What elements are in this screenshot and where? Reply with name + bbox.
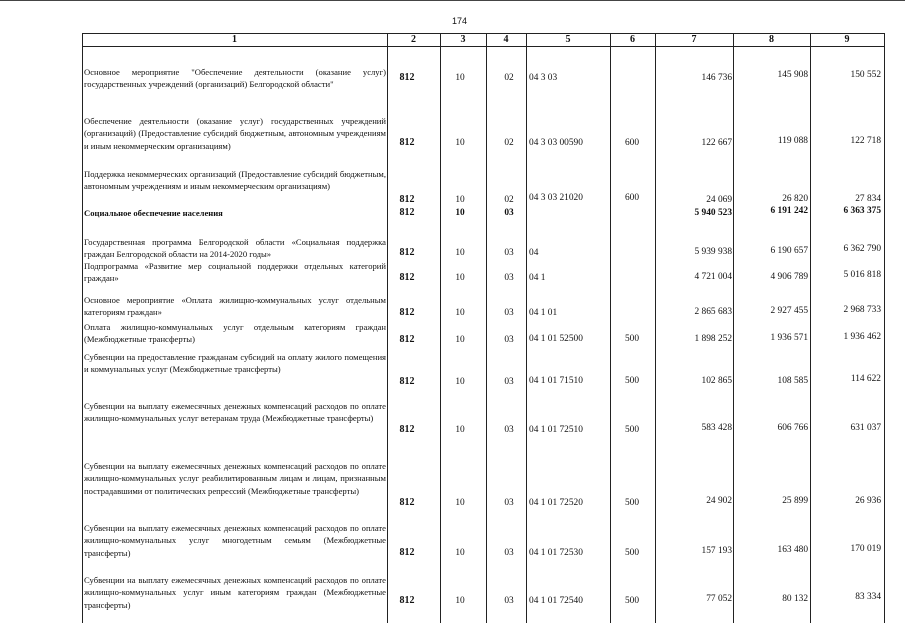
cell-expense-type: 600 (624, 138, 640, 148)
cell-amount-9: 631 037 (850, 423, 881, 433)
header-col-9: 9 (844, 34, 850, 45)
cell-amount-9: 1 936 462 (843, 332, 881, 342)
cell-amount-9: 150 552 (850, 70, 881, 80)
cell-amount-8: 145 908 (777, 70, 808, 80)
cell-section: 10 (455, 208, 465, 218)
cell-subsection: 03 (504, 498, 514, 508)
cell-subsection: 03 (504, 208, 514, 218)
cell-amount-9: 5 016 818 (843, 270, 881, 280)
cell-amount-7: 157 193 (701, 546, 732, 556)
cell-code: 812 (399, 247, 415, 258)
cell-subsection: 02 (504, 138, 514, 148)
row-description: Субвенции на выплату ежемесячных денежных компенсаций расходов по оплате жилищно-коммунальных услуг реабилитированным лицам и лицам, признанным пострадавшими от политических репрессий (Межбюджетные трансферты) (84, 461, 386, 496)
top-rule (0, 0, 905, 1)
cell-amount-8: 606 766 (777, 423, 808, 433)
cell-amount-7: 122 667 (701, 138, 732, 148)
page-number: 174 (452, 16, 468, 26)
cell-amount-8: 80 132 (782, 594, 808, 604)
cell-amount-7: 1 898 252 (694, 334, 732, 344)
cell-section: 10 (455, 498, 465, 508)
column-rule (486, 33, 487, 623)
cell-section: 10 (455, 195, 465, 205)
header-col-1: 1 (232, 34, 237, 45)
row-description: Субвенции на выплату ежемесячных денежных компенсаций расходов по оплате жилищно-коммунальных услуг иным категориям граждан (Межбюджетные трансферты) (84, 575, 386, 610)
cell-section: 10 (455, 425, 465, 435)
column-rule (526, 33, 527, 623)
header-col-7: 7 (691, 34, 697, 45)
cell-amount-9: 122 718 (850, 136, 881, 146)
row-description: Субвенции на выплату ежемесячных денежных компенсаций расходов по оплате жилищно-коммунальных услуг многодетным семьям (Межбюджетные трансферты) (84, 523, 386, 558)
cell-section: 10 (455, 596, 465, 606)
cell-amount-8: 119 088 (777, 136, 808, 146)
cell-target: 04 3 03 (529, 73, 558, 83)
row-description: Обеспечение деятельности (оказание услуг) государственных учреждений (организаций) (Предоставление субсидий бюджетным, автономным учреждениям и иным некоммерческим организациям) (84, 116, 386, 151)
cell-section: 10 (455, 548, 465, 558)
cell-section: 10 (455, 273, 465, 283)
cell-amount-7: 5 939 938 (694, 247, 732, 257)
cell-amount-8: 6 190 657 (770, 246, 808, 256)
cell-subsection: 02 (504, 195, 514, 205)
cell-amount-8: 25 899 (782, 496, 808, 506)
cell-amount-9: 6 362 790 (843, 244, 881, 254)
cell-target: 04 3 03 00590 (529, 138, 583, 148)
cell-code: 812 (399, 207, 415, 218)
cell-section: 10 (455, 73, 465, 83)
cell-target: 04 1 01 72540 (529, 596, 583, 606)
cell-target: 04 1 (529, 273, 546, 283)
cell-subsection: 03 (504, 308, 514, 318)
column-rule (884, 33, 885, 623)
cell-section: 10 (455, 248, 465, 258)
cell-code: 812 (399, 194, 415, 205)
cell-amount-9: 6 363 375 (843, 206, 881, 216)
cell-subsection: 02 (504, 73, 514, 83)
cell-target: 04 3 03 21020 (529, 193, 583, 203)
row-description: Социальное обеспечение населения (84, 208, 223, 218)
header-col-2: 2 (411, 34, 416, 45)
cell-subsection: 03 (504, 548, 514, 558)
cell-target: 04 1 01 72530 (529, 548, 583, 558)
cell-code: 812 (399, 72, 415, 83)
cell-amount-7: 146 736 (701, 73, 732, 83)
cell-amount-7: 5 940 523 (694, 208, 732, 218)
cell-amount-7: 102 865 (701, 376, 732, 386)
cell-target: 04 (529, 248, 539, 258)
cell-code: 812 (399, 334, 415, 345)
column-rule (82, 33, 83, 623)
cell-amount-7: 2 865 683 (694, 307, 732, 317)
cell-amount-9: 2 968 733 (843, 305, 881, 315)
row-description: Оплата жилищно-коммунальных услуг отдельным категориям граждан (Межбюджетные трансферты) (84, 322, 386, 345)
cell-amount-8: 1 936 571 (770, 333, 808, 343)
cell-amount-8: 26 820 (782, 194, 808, 204)
cell-amount-7: 77 052 (706, 594, 732, 604)
header-col-3: 3 (460, 34, 466, 45)
cell-amount-8: 108 585 (777, 376, 808, 386)
column-rule (440, 33, 441, 623)
column-rule (733, 33, 734, 623)
cell-amount-7: 4 721 004 (694, 272, 732, 282)
cell-amount-8: 163 480 (777, 545, 808, 555)
cell-amount-9: 27 834 (855, 194, 881, 204)
cell-code: 812 (399, 376, 415, 387)
cell-amount-8: 2 927 455 (770, 306, 808, 316)
cell-expense-type: 500 (624, 425, 640, 435)
cell-target: 04 1 01 (529, 308, 558, 318)
row-description: Субвенции на выплату ежемесячных денежных компенсаций расходов по оплате жилищно-коммунальных услуг ветеранам труда (Межбюджетные трансферты) (84, 401, 386, 424)
header-col-4: 4 (503, 34, 509, 45)
cell-target: 04 1 01 72520 (529, 498, 583, 508)
cell-expense-type: 500 (624, 596, 640, 606)
row-description: Основное мероприятие "Обеспечение деятельности (оказание услуг) государственных учреждений (организаций) Белгородской области" (84, 67, 386, 90)
column-rule (387, 33, 388, 623)
cell-amount-8: 6 191 242 (770, 206, 808, 216)
cell-amount-7: 24 069 (706, 195, 732, 205)
cell-code: 812 (399, 547, 415, 558)
cell-expense-type: 500 (624, 498, 640, 508)
cell-section: 10 (455, 335, 465, 345)
cell-amount-7: 583 428 (701, 423, 732, 433)
row-description: Поддержка некоммерческих организаций (Предоставление субсидий бюджетным, автономным учреждениям и иным некоммерческим организациям) (84, 169, 386, 192)
cell-section: 10 (455, 138, 465, 148)
cell-amount-7: 24 902 (706, 496, 732, 506)
cell-subsection: 03 (504, 425, 514, 435)
cell-code: 812 (399, 497, 415, 508)
cell-subsection: 03 (504, 377, 514, 387)
header-col-5: 5 (565, 34, 571, 45)
cell-expense-type: 500 (624, 334, 640, 344)
cell-code: 812 (399, 424, 415, 435)
column-rule (610, 33, 611, 623)
row-description: Субвенции на предоставление гражданам субсидий на оплату жилого помещения и коммунальных услуг (Межбюджетные трансферты) (84, 352, 386, 375)
cell-subsection: 03 (504, 596, 514, 606)
cell-subsection: 03 (504, 248, 514, 258)
cell-code: 812 (399, 595, 415, 606)
cell-subsection: 03 (504, 273, 514, 283)
column-rule (655, 33, 656, 623)
cell-target: 04 1 01 72510 (529, 425, 583, 435)
cell-section: 10 (455, 308, 465, 318)
cell-code: 812 (399, 272, 415, 283)
cell-expense-type: 600 (624, 193, 640, 203)
row-description: Основное мероприятие «Оплата жилищно-коммунальных услуг отдельным категориям граждан» (84, 295, 386, 318)
header-bottom-rule (82, 46, 884, 47)
row-description: Подпрограмма «Развитие мер социальной поддержки отдельных категорий граждан» (84, 261, 386, 284)
cell-amount-9: 83 334 (855, 592, 881, 602)
cell-amount-9: 114 622 (850, 374, 881, 384)
cell-amount-9: 170 019 (850, 544, 881, 554)
cell-expense-type: 500 (624, 548, 640, 558)
cell-target: 04 1 01 52500 (529, 334, 583, 344)
row-description: Государственная программа Белгородской области «Социальная поддержка граждан Белгородской области на 2014-2020 годы» (84, 237, 386, 260)
column-rule (810, 33, 811, 623)
header-col-8: 8 (769, 34, 774, 45)
header-col-6: 6 (630, 34, 635, 45)
cell-subsection: 03 (504, 335, 514, 345)
cell-code: 812 (399, 137, 415, 148)
cell-expense-type: 500 (624, 376, 640, 386)
cell-code: 812 (399, 307, 415, 318)
cell-target: 04 1 01 71510 (529, 376, 583, 386)
cell-amount-8: 4 906 789 (770, 272, 808, 282)
cell-section: 10 (455, 377, 465, 387)
cell-amount-9: 26 936 (855, 496, 881, 506)
